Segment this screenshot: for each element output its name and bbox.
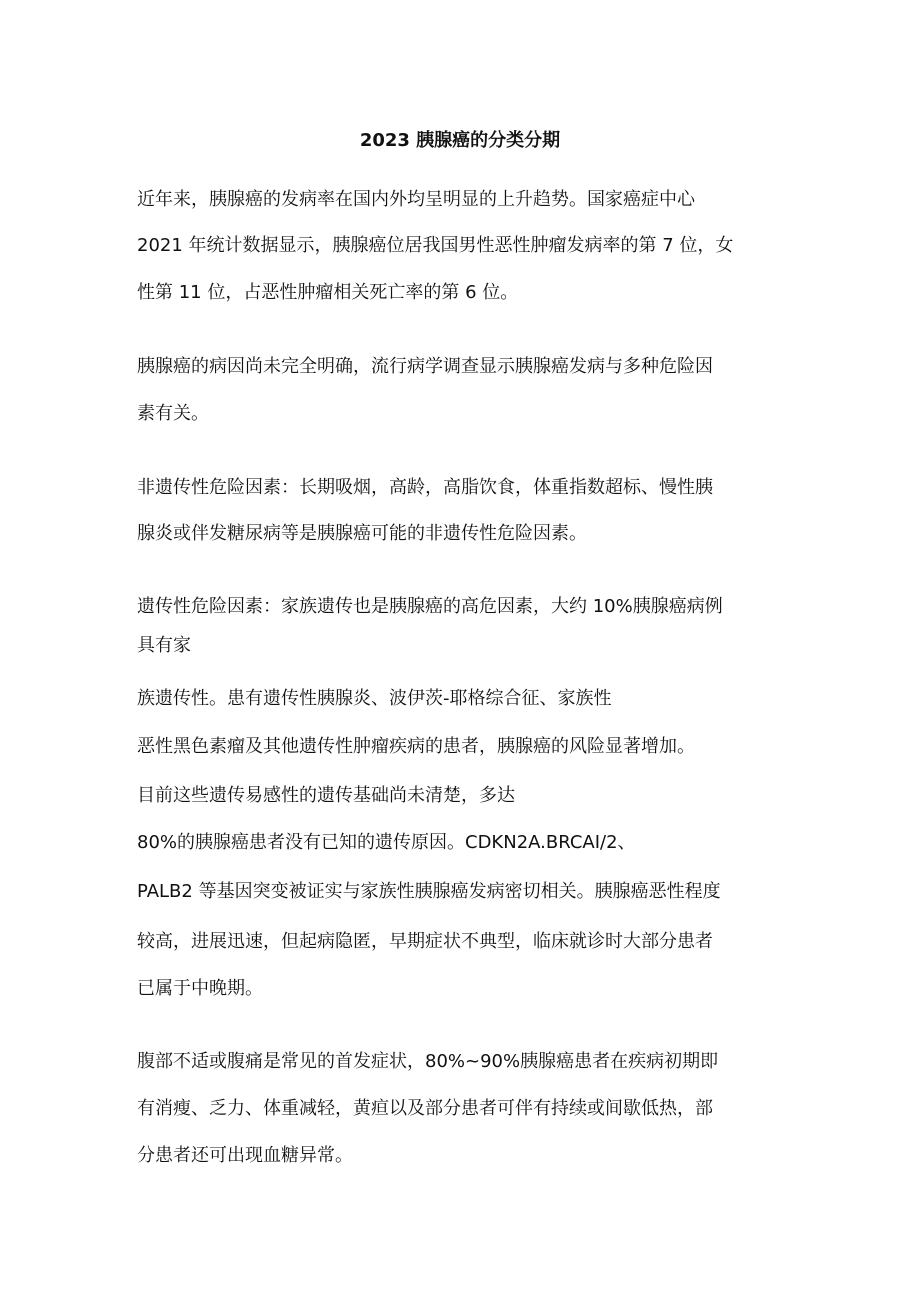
text-line: 有消瘦、乏力、体重减轻，黄疸以及部分患者可伴有持续或间歇低热，部 xyxy=(137,1098,713,1119)
text-line: 分患者还可出现血糖异常。 xyxy=(137,1145,353,1166)
text-line: PALB2 等基因突变被证实与家族性胰腺癌发病密切相关。胰腺癌恶性程度 xyxy=(137,881,721,902)
text-line: 遗传性危险因素：家族遗传也是胰腺癌的高危因素，大约 10%胰腺癌病例 xyxy=(137,596,723,617)
text-line: 已属于中晚期。 xyxy=(137,978,263,999)
text-line: 族遗传性。患有遗传性胰腺炎、波伊茨-耶格综合征、家族性 xyxy=(137,688,612,709)
document-title: 2023 胰腺癌的分类分期 xyxy=(359,130,561,151)
text-line: 腹部不适或腹痛是常见的首发症状，80%~90%胰腺癌患者在疾病初期即 xyxy=(137,1051,719,1072)
text-line: 胰腺癌的病因尚未完全明确，流行病学调查显示胰腺癌发病与多种危险因 xyxy=(137,356,713,377)
text-line: 近年来，胰腺癌的发病率在国内外均呈明显的上升趋势。国家癌症中心 xyxy=(137,189,695,210)
text-line: 素有关。 xyxy=(137,403,209,424)
text-line: 2021 年统计数据显示，胰腺癌位居我国男性恶性肿瘤发病率的第 7 位，女 xyxy=(137,235,734,256)
text-line: 目前这些遗传易感性的遗传基础尚未清楚，多达 xyxy=(137,785,515,806)
text-line: 腺炎或伴发糖尿病等是胰腺癌可能的非遗传性危险因素。 xyxy=(137,523,587,544)
text-line: 恶性黑色素瘤及其他遗传性肿瘤疾病的患者，胰腺癌的风险显著增加。 xyxy=(137,736,695,757)
text-line: 较高，进展迅速，但起病隐匿，早期症状不典型，临床就诊时大部分患者 xyxy=(137,931,713,952)
text-line: 非遗传性危险因素：长期吸烟，高龄，高脂饮食，体重指数超标、慢性胰 xyxy=(137,477,713,498)
text-line: 80%的胰腺癌患者没有已知的遗传原因。CDKN2A.BRCAI/2、 xyxy=(137,832,636,853)
text-line: 性第 11 位，占恶性肿瘤相关死亡率的第 6 位。 xyxy=(137,282,519,303)
text-line: 具有家 xyxy=(137,635,191,656)
